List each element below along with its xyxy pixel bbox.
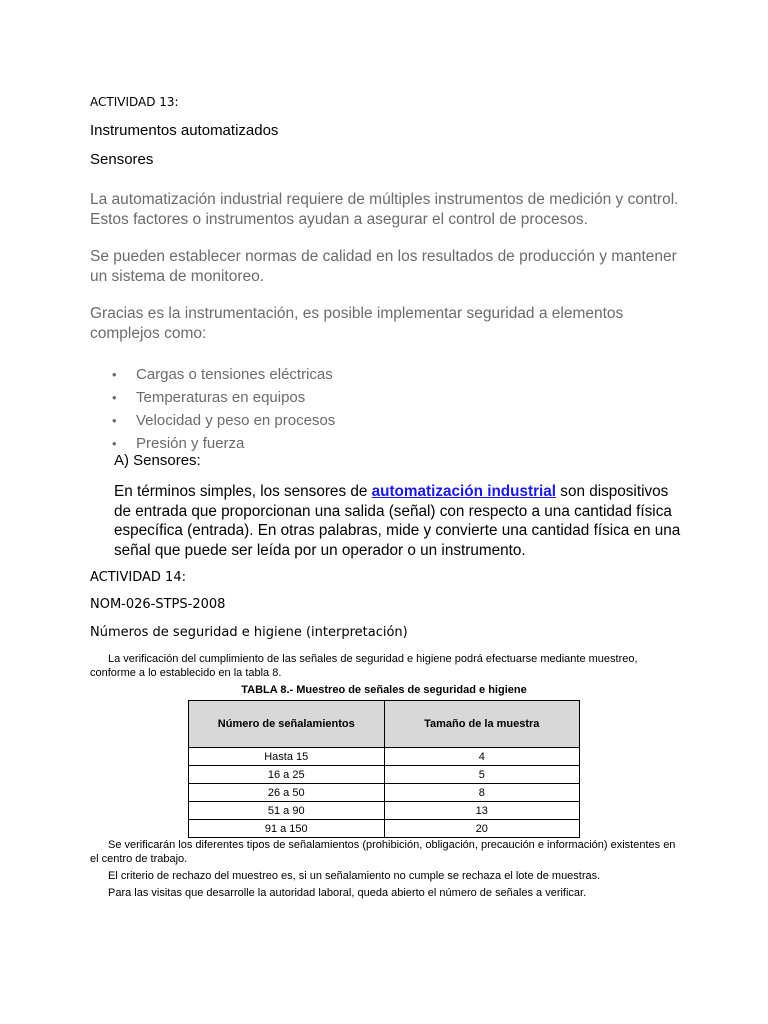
after-table-text-1: Se verificarán los diferentes tipos de señalamientos (prohibición, obligación, precaución e información) existentes en el centro de trabajo. [90,839,676,865]
table-header-row [189,701,580,748]
intro-paragraph-3: Gracias es la instrumentación, es posible implementar seguridad a elementos complejos como: [90,305,624,342]
table-intro-text: La verificación del cumplimiento de las señales de seguridad e higiene podrá efectuarse mediante muestreo, conforme a lo establecido en la tabla 8. [90,653,638,679]
after-table-text-2: El criterio de rechazo del muestreo es, si un señalamiento no cumple se rechaza el lote de muestras. [108,870,601,882]
header-tamano-muestra: Tamaño de la muestra [384,701,580,748]
table-cell: Hasta 15 [189,748,385,766]
activity-13-title: Instrumentos automatizados [90,122,279,139]
bullet-item: • Temperaturas en equipos [112,387,335,410]
norm-code: NOM-026-STPS-2008 [90,597,226,612]
sensor-text-post: son dispositivos de entrada que proporcionan una salida (señal) con respecto a una cantidad física específica (entrada). En otras palabras, mide y convierte una cantidad física en una señal que puede ser leída por un operador o un instrumento. [114,483,681,559]
activity-13-subtitle: Sensores [90,151,154,168]
activity-13-label: ACTIVIDAD 13: [90,95,179,109]
table-row [189,748,580,766]
bullet-item: • Velocidad y peso en procesos [112,410,335,433]
table-row [189,784,580,802]
activity-14-label: ACTIVIDAD 14: [90,570,186,585]
sampling-table [188,700,580,838]
table-cell: 4 [384,748,580,766]
table-cell: 26 a 50 [189,784,385,802]
bullet-item: • Presión y fuerza [112,433,335,456]
table-cell: 16 a 25 [189,766,385,784]
activity-14-subtitle: Números de seguridad e higiene (interpretación) [90,625,408,640]
table-cell: 13 [384,802,580,820]
intro-paragraph-1: La automatización industrial requiere de múltiples instrumentos de medición y control. Estos factores o instrumentos ayudan a asegurar el control de procesos. [90,191,679,228]
after-table-text-3: Para las visitas que desarrolle la autoridad laboral, queda abierto el número de señales a verificar. [108,887,587,899]
table-row [189,802,580,820]
bullet-item: • Cargas o tensiones eléctricas [112,364,335,387]
sensor-definition-paragraph [114,482,684,560]
table-row [189,766,580,784]
table-cell: 20 [384,820,580,838]
table-cell: 5 [384,766,580,784]
section-a-heading: A) Sensores: [114,452,201,469]
table-row [189,820,580,838]
bullet-list [112,364,335,456]
table-cell: 8 [384,784,580,802]
automatizacion-industrial-link[interactable]: automatización industrial [371,483,557,500]
intro-paragraph-2: Se pueden establecer normas de calidad en los resultados de producción y mantener un sistema de monitoreo. [90,248,677,285]
table-title: TABLA 8.- Muestreo de señales de seguridad e higiene [241,684,527,696]
sensor-text-pre: En términos simples, los sensores de [114,483,372,500]
header-num-senalamientos: Número de señalamientos [189,701,385,748]
table-cell: 91 a 150 [189,820,385,838]
table-cell: 51 a 90 [189,802,385,820]
